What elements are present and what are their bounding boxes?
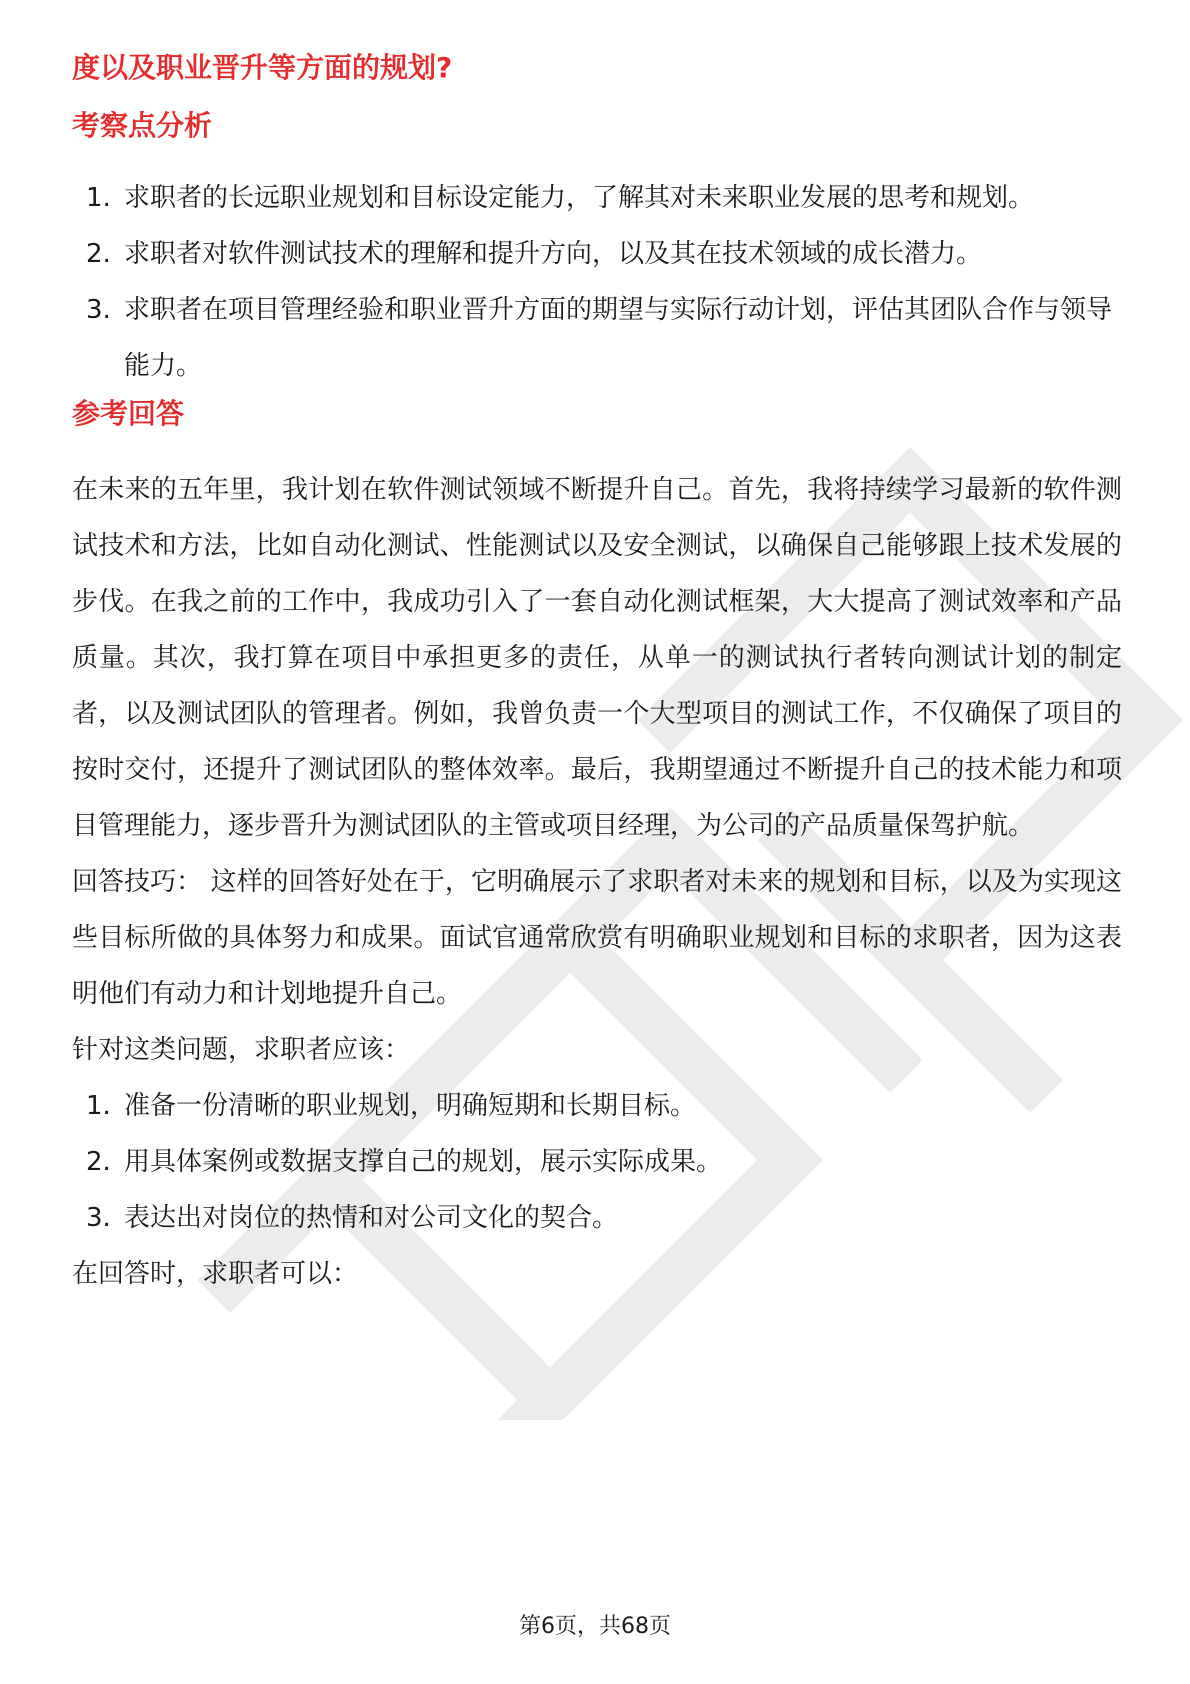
answer-tips: 回答技巧： 这样的回答好处在于，它明确展示了求职者对未来的规划和目标，以及为实现这些目标所做的具体努力和成果。面试官通常欣赏有明确职业规划和目标的求职者，因为这表明他们有动力和计划地提升自己。: [72, 867, 1122, 1009]
list-item: [72, 170, 1122, 226]
list-text: 表达出对岗位的热情和对公司文化的契合。: [124, 1203, 619, 1233]
analysis-title: 考察点分析: [72, 109, 213, 142]
list-item: [72, 1134, 1122, 1190]
list-number: 1.: [86, 183, 111, 213]
list-item: [72, 1190, 1122, 1246]
list-text: 求职者对软件测试技术的理解和提升方向，以及其在技术领域的成长潜力。: [124, 239, 983, 269]
list-item: [72, 226, 1122, 282]
closing-text: 在回答时，求职者可以：: [72, 1259, 359, 1289]
list-item: [72, 1078, 1122, 1134]
list-text: 准备一份清晰的职业规划，明确短期和长期目标。: [124, 1091, 697, 1121]
analysis-list: [72, 170, 1122, 394]
list-number: 3.: [86, 295, 111, 325]
answer-title: 参考回答: [72, 397, 185, 430]
list-number: 1.: [86, 1091, 111, 1121]
page-footer: 第6页，共68页: [519, 1614, 671, 1639]
list-item: [72, 282, 1122, 394]
list-number: 2.: [86, 239, 111, 269]
advice-intro: 针对这类问题，求职者应该：: [72, 1035, 411, 1065]
question-tail: 度以及职业晋升等方面的规划?: [72, 51, 453, 84]
content: [72, 48, 1122, 1302]
list-number: 2.: [86, 1147, 111, 1177]
advice-list: [72, 1078, 1122, 1246]
list-number: 3.: [86, 1203, 111, 1233]
answer-body: 在未来的五年里，我计划在软件测试领域不断提升自己。首先，我将持续学习最新的软件测试技术和方法，比如自动化测试、性能测试以及安全测试，以确保自己能够跟上技术发展的步伐。在我之前的工作中，我成功引入了一套自动化测试框架，大大提高了测试效率和产品质量。其次，我打算在项目中承担更多的责任，从单一的测试执行者转向测试计划的制定者，以及测试团队的管理者。例如，我曾负责一个大型项目的测试工作，不仅确保了项目的按时交付，还提升了测试团队的整体效率。最后，我期望通过不断提升自己的技术能力和项目管理能力，逐步晋升为测试团队的主管或项目经理，为公司的产品质量保驾护航。: [72, 475, 1122, 841]
list-text: 用具体案例或数据支撑自己的规划，展示实际成果。: [124, 1147, 723, 1177]
list-text: 求职者在项目管理经验和职业晋升方面的期望与实际行动计划，评估其团队合作与领导能力。: [124, 295, 1113, 381]
list-text: 求职者的长远职业规划和目标设定能力，了解其对未来职业发展的思考和规划。: [124, 183, 1035, 213]
